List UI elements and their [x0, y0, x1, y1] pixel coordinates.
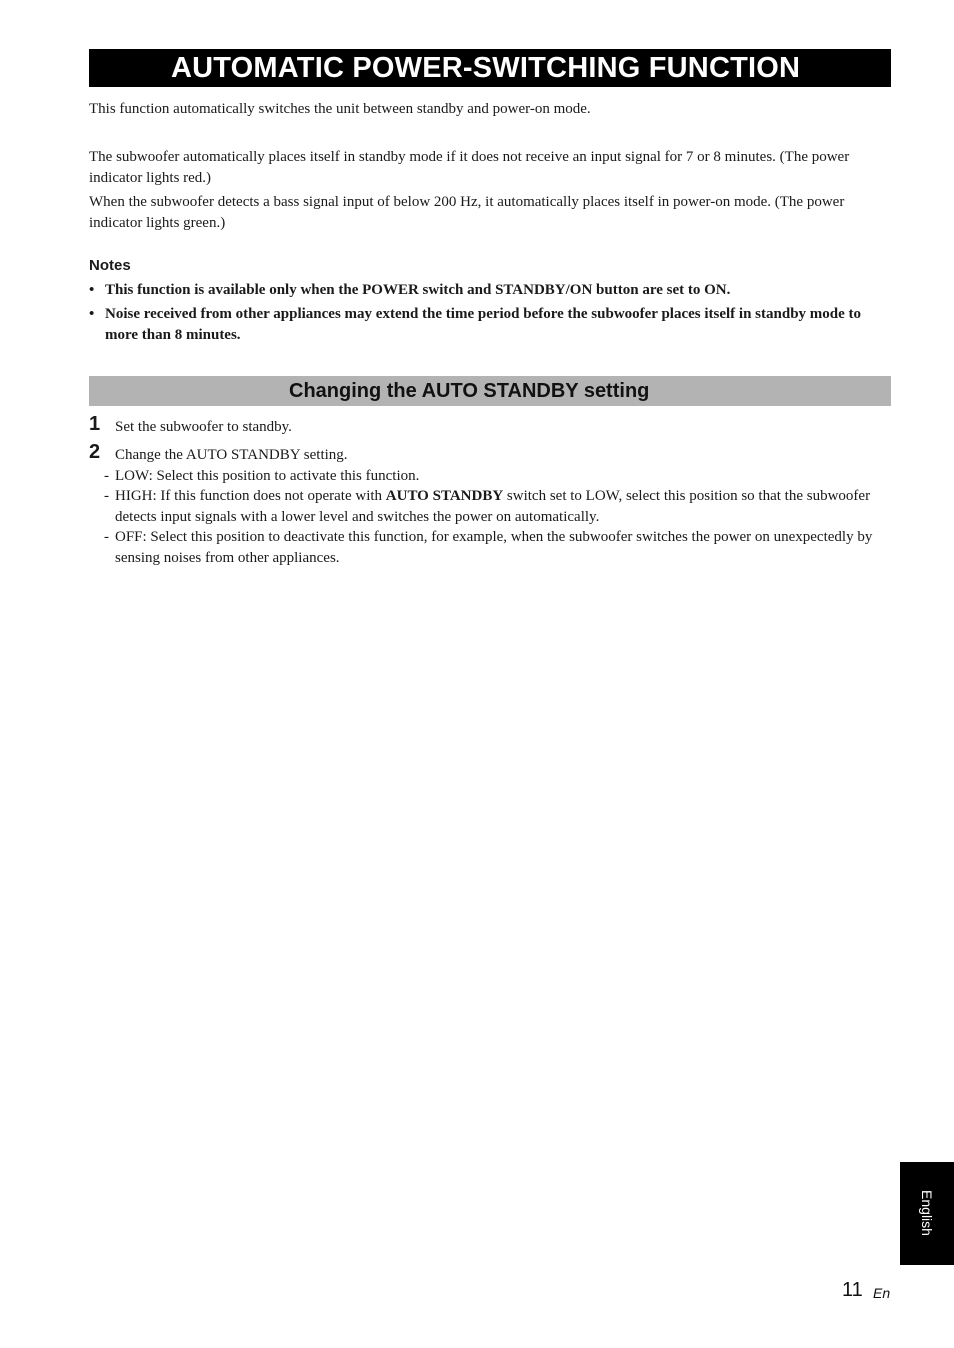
step-item [89, 441, 891, 466]
bullet: • [89, 306, 95, 322]
power-on-paragraph: When the subwoofer detects a bass signal input of below 200 Hz, it automatically places itself in power-on mode. (The power indicator lights green.) [89, 194, 845, 231]
section-heading: Changing the AUTO STANDBY setting [89, 376, 891, 406]
step-number: 2 [89, 441, 101, 463]
step-item [89, 413, 891, 438]
option-text [115, 486, 891, 527]
step-number: 1 [89, 413, 101, 435]
dash: - [104, 488, 109, 504]
option-text: OFF: Select this position to deactivate this function, for example, when the subwoofer switches the power on unexpectedly by sensing noises from other appliances. [115, 529, 873, 566]
option-text: LOW: Select this position to activate this function. [115, 468, 420, 484]
step-text: Change the AUTO STANDBY setting. [115, 447, 348, 463]
dash: - [104, 529, 109, 545]
notes-heading: Notes [89, 257, 131, 274]
note-text: Noise received from other appliances may extend the time period before the subwoofer places itself in standby mode to more than 8 minutes. [105, 306, 862, 343]
note-item [89, 280, 891, 301]
bullet: • [89, 282, 95, 298]
page-language-suffix: En [873, 1285, 891, 1301]
language-tab [900, 1162, 954, 1265]
language-label: English [919, 1190, 935, 1236]
option-low [104, 466, 891, 487]
page-number: 11 [842, 1279, 863, 1301]
dash: - [104, 468, 109, 484]
note-text: This function is available only when the POWER switch and STANDBY/ON button are set to ON. [105, 282, 731, 298]
option-text-part: switch set to LOW, select this position so that the subwoofer detects input signals with a lower level and switches the power on automatically. [115, 488, 871, 525]
intro-paragraph: This function automatically switches the unit between standby and power-on mode. [89, 101, 591, 117]
option-text-part: HIGH: If this function does not operate with [115, 488, 386, 504]
note-item [89, 304, 891, 346]
auto-standby-label: AUTO STANDBY [385, 488, 504, 504]
step-text: Set the subwoofer to standby. [115, 419, 292, 435]
page-title: AUTOMATIC POWER-SWITCHING FUNCTION [89, 49, 891, 87]
standby-paragraph: The subwoofer automatically places itself in standby mode if it does not receive an input signal for 7 or 8 minutes. (The power indicator lights red.) [89, 149, 850, 186]
option-high [104, 486, 891, 527]
option-off [104, 527, 891, 568]
